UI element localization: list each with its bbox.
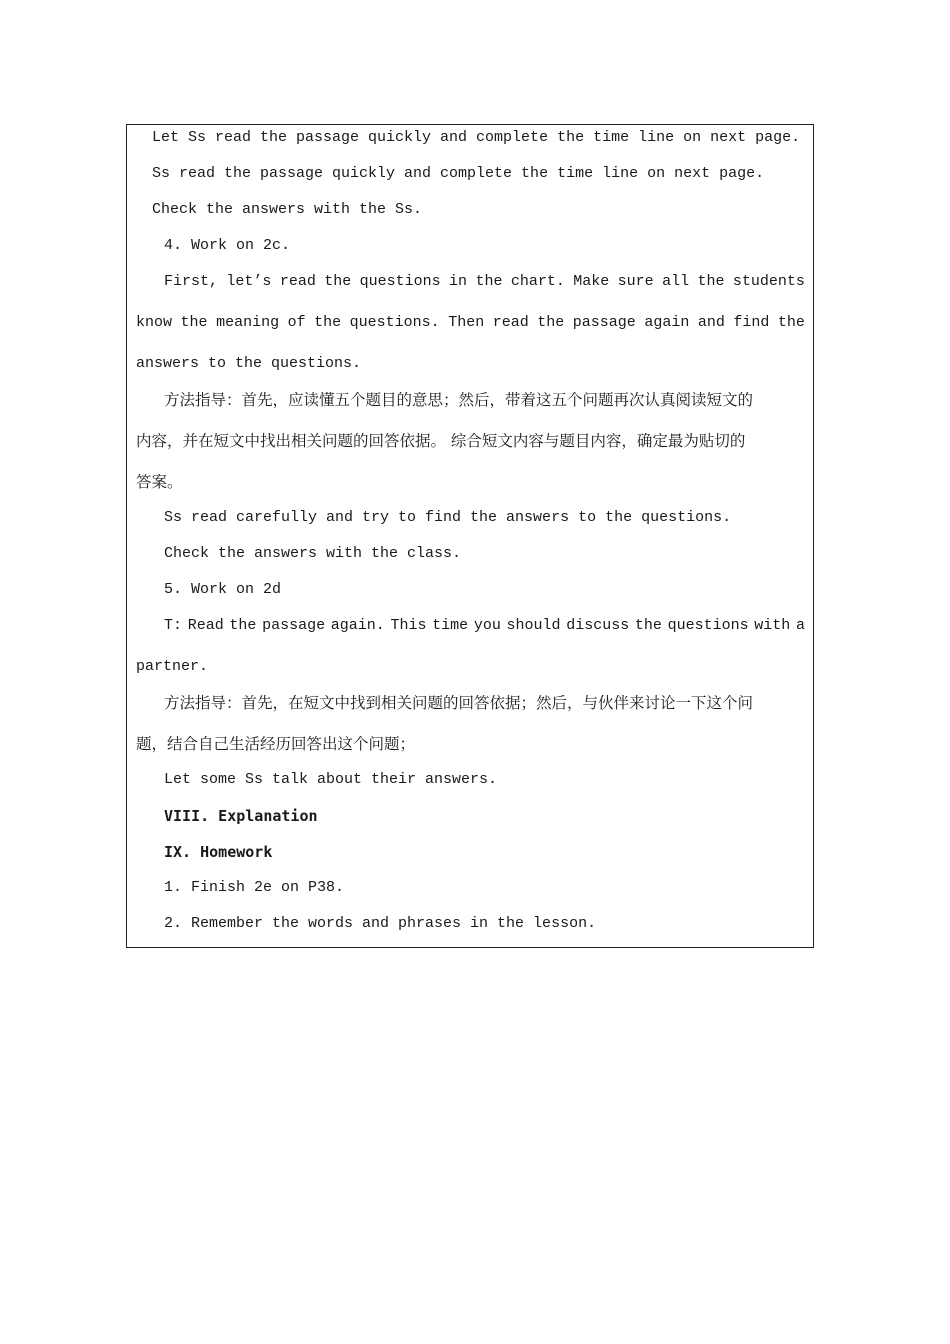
word: and <box>697 314 725 331</box>
word: the <box>229 617 257 634</box>
word: read <box>279 273 316 290</box>
word: This <box>390 617 427 634</box>
homework-item-1: 1. Finish 2e on P38. <box>164 879 345 896</box>
word: you <box>473 617 501 634</box>
word: of <box>287 314 306 331</box>
word: a <box>795 617 805 634</box>
word: meaning <box>216 314 280 331</box>
word: the <box>697 273 725 290</box>
word: again <box>644 314 690 331</box>
word: First, <box>164 273 219 290</box>
word: the <box>475 273 503 290</box>
step-4-paragraph-line-3: answers to the questions. <box>136 355 362 372</box>
check-answers-class: Check the answers with the class. <box>164 545 462 562</box>
word: time <box>432 617 469 634</box>
method-guide-1-line-1: 方法指导：首先，应读懂五个题目的意思；然后，带着这五个问题再次认真阅读短文的 <box>164 391 754 409</box>
word: know <box>136 314 173 331</box>
method-guide-2-line-2: 题，结合自己生活经历回答出这个问题； <box>136 735 416 753</box>
step-4-paragraph-line-1 <box>164 272 805 292</box>
word: questions <box>359 273 441 290</box>
check-answers-ss: Check the answers with the Ss. <box>152 201 423 218</box>
word: chart. <box>510 273 565 290</box>
word: find <box>733 314 770 331</box>
word: students <box>732 273 805 290</box>
word: T: <box>164 617 183 634</box>
word: passage <box>572 314 636 331</box>
word: all <box>662 273 690 290</box>
section-viii-heading: VIII. Explanation <box>164 807 318 825</box>
method-guide-1-line-3: 答案。 <box>136 473 183 491</box>
homework-item-2: 2. Remember the words and phrases in the lesson. <box>164 915 597 932</box>
word: the <box>314 314 342 331</box>
teacher-instruction-line-2: partner. <box>136 658 209 675</box>
step-4-heading: 4. Work on 2c. <box>164 237 291 254</box>
word: let’s <box>226 273 272 290</box>
word: Make <box>573 273 610 290</box>
word: the <box>777 314 805 331</box>
word: again. <box>330 617 385 634</box>
teacher-instruction-line-1 <box>164 616 805 636</box>
word: the <box>537 314 565 331</box>
word: with <box>754 617 791 634</box>
student-read-quickly: Ss read the passage quickly and complete the time line on next page. <box>152 165 765 182</box>
method-guide-2-line-1: 方法指导：首先，在短文中找到相关问题的回答依据；然后，与伙伴来讨论一下这个问 <box>164 694 754 712</box>
step-4-paragraph-line-2 <box>136 313 805 333</box>
student-talk-answers: Let some Ss talk about their answers. <box>164 771 498 788</box>
method-guide-1-line-2: 内容，并在短文中找出相关问题的回答依据。 综合短文内容与题目内容，确定最为贴切的 <box>136 432 746 450</box>
word: in <box>449 273 468 290</box>
word: sure <box>617 273 654 290</box>
word: read <box>492 314 529 331</box>
word: questions <box>667 617 749 634</box>
word: should <box>506 617 561 634</box>
word: discuss <box>566 617 630 634</box>
section-ix-heading: IX. Homework <box>164 843 273 861</box>
student-read-carefully: Ss read carefully and try to find the answers to the questions. <box>164 509 732 526</box>
word: Read <box>187 617 224 634</box>
instruction-read-quickly: Let Ss read the passage quickly and complete the time line on next page. <box>152 129 801 146</box>
word: the <box>634 617 662 634</box>
word: passage <box>262 617 326 634</box>
word: the <box>180 314 208 331</box>
word: questions. <box>349 314 440 331</box>
word: Then <box>448 314 485 331</box>
word: the <box>324 273 352 290</box>
step-5-heading: 5. Work on 2d <box>164 581 282 598</box>
